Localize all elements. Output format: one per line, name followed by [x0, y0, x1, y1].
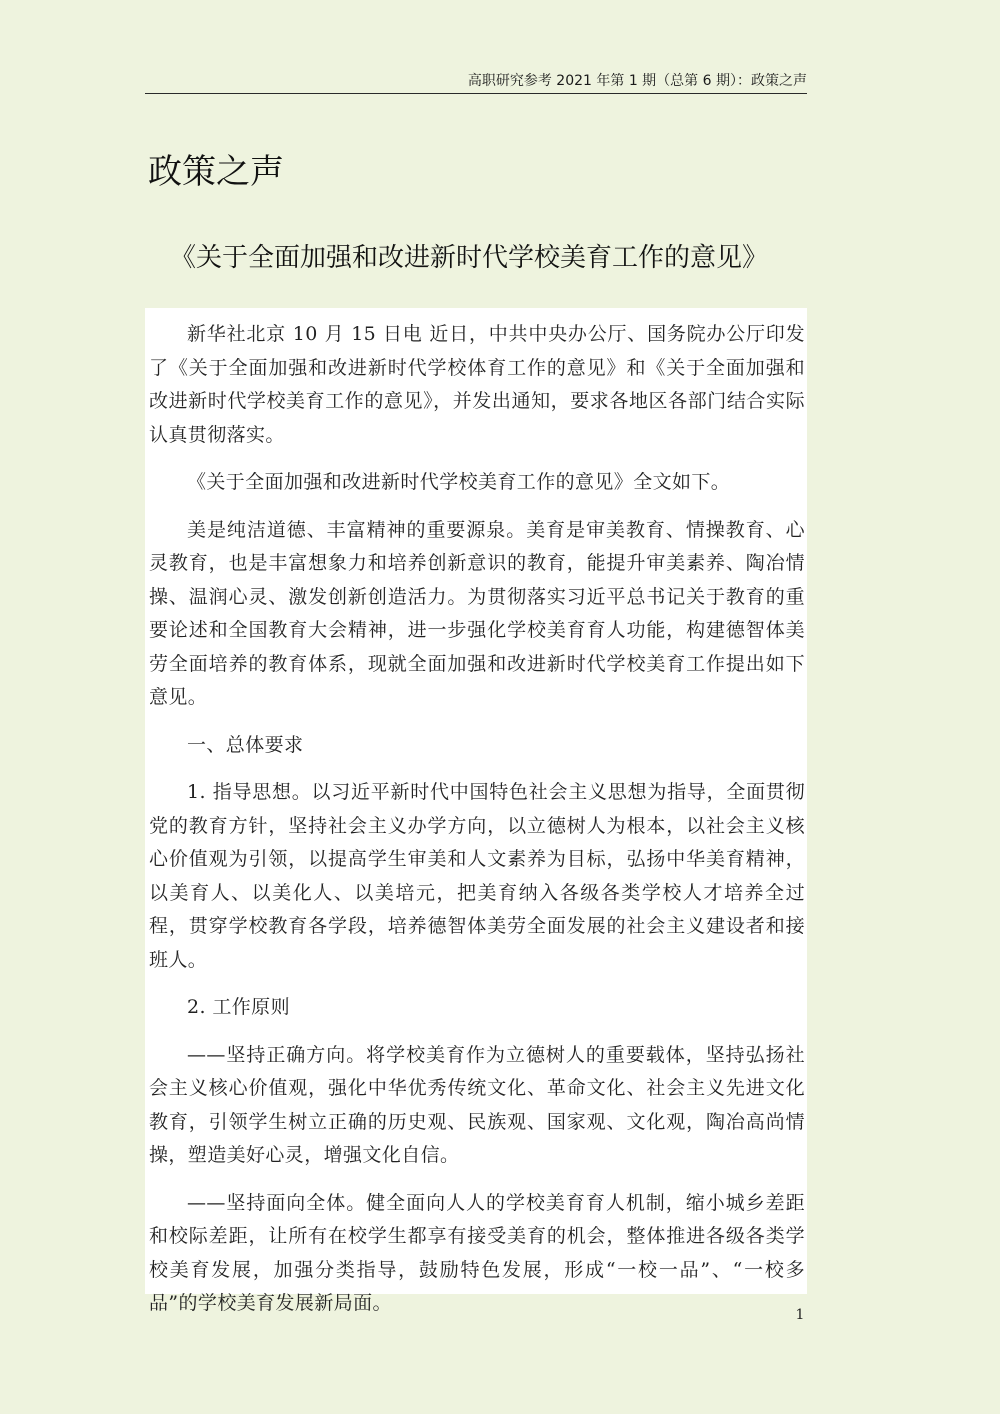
document-title: 《关于全面加强和改进新时代学校美育工作的意见》: [170, 243, 769, 273]
paragraph-principle-direction: ——坚持正确方向。将学校美育作为立德树人的重要载体，坚持弘扬社会主义核心价值观，强化中华优秀传统文化、革命文化、社会主义先进文化教育，引领学生树立正确的历史观、民族观、国家观、文化观，陶冶高尚情操，塑造美好心灵，增强文化自信。: [149, 1043, 805, 1166]
section-title: 政策之声: [148, 152, 284, 192]
heading-working-principles: 2. 工作原则: [187, 996, 290, 1018]
paragraph-principle-all-students: ——坚持面向全体。健全面向人人的学校美育育人机制，缩小城乡差距和校际差距，让所有在校学生都享有接受美育的机会，整体推进各级各类学校美育发展，加强分类指导，鼓励特色发展，形成“一校一品”、“一校多品”的学校美育发展新局面。: [149, 1191, 805, 1314]
paragraph-guiding-ideology: 1. 指导思想。以习近平新时代中国特色社会主义思想为指导，全面贯彻党的教育方针，坚持社会主义办学方向，以立德树人为根本，以社会主义核心价值观为引领，以提高学生审美和人文素养为目标，弘扬中华美育精神，以美育人、以美化人、以美培元，把美育纳入各级各类学校人才培养全过程，贯穿学校教育各学段，培养德智体美劳全面发展的社会主义建设者和接班人。: [149, 781, 805, 971]
running-header: 高职研究参考 2021 年第 1 期（总第 6 期）：政策之声: [467, 73, 807, 89]
paragraph-fulltext-note: 《关于全面加强和改进新时代学校美育工作的意见》全文如下。: [187, 471, 731, 493]
paragraph-preamble: 美是纯洁道德、丰富精神的重要源泉。美育是审美教育、情操教育、心灵教育，也是丰富想象力和培养创新意识的教育，能提升审美素养、陶冶情操、温润心灵、激发创新创造活力。为贯彻落实习近平总书记关于教育的重要论述和全国教育大会精神，进一步强化学校美育育人功能，构建德智体美劳全面培养的教育体系，现就全面加强和改进新时代学校美育工作提出如下意见。: [149, 518, 805, 708]
article-body: [145, 308, 807, 1314]
paragraph-intro: 新华社北京 10 月 15 日电 近日，中共中央办公厅、国务院办公厅印发了《关于全面加强和改进新时代学校体育工作的意见》和《关于全面加强和改进新时代学校美育工作的意见》，并发出通知，要求各地区各部门结合实际认真贯彻落实。: [149, 323, 805, 446]
header-divider: [145, 93, 807, 94]
heading-general-requirements: 一、总体要求: [187, 733, 304, 756]
page-number: 1: [795, 1307, 805, 1323]
